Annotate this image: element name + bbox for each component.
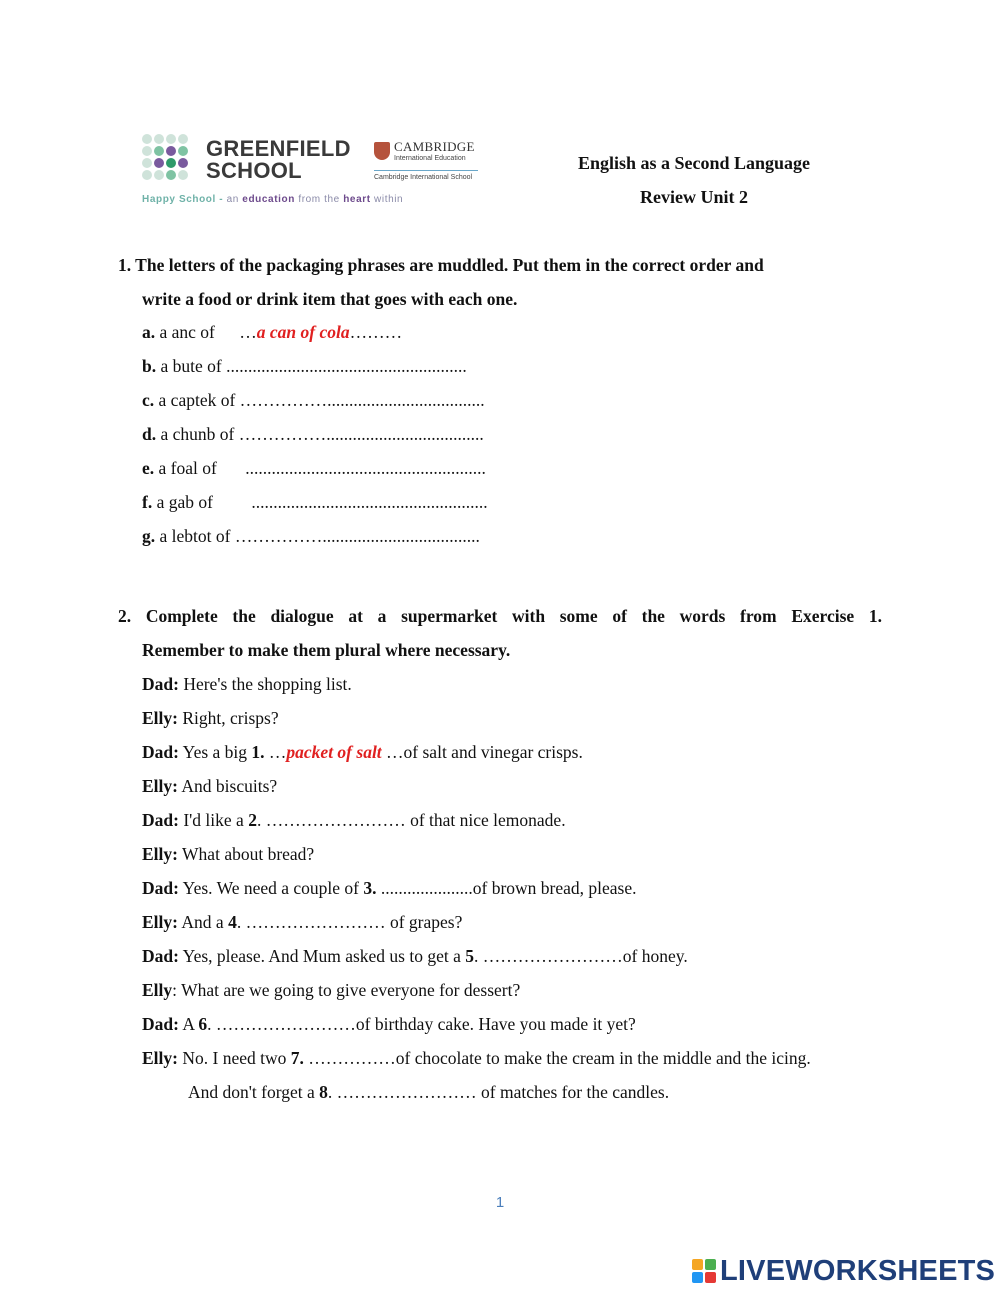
dialogue-gap-6[interactable]: Dad: A 6. ……………………of birthday cake. Have you made it yet? bbox=[142, 1014, 636, 1034]
document-subtitle: Review Unit 2 bbox=[640, 187, 748, 207]
exercise1-item-b[interactable]: b. a bute of ....................................................... bbox=[142, 356, 467, 376]
dialogue-line: Dad: Here's the shopping list. bbox=[142, 674, 352, 694]
cambridge-shield-icon bbox=[374, 142, 390, 160]
answer-text: a can of cola bbox=[256, 322, 350, 342]
exercise1-list bbox=[142, 321, 488, 559]
school-tagline: Happy School - an education from the heart within bbox=[142, 194, 404, 205]
dots-logo-icon bbox=[142, 134, 198, 190]
page-number: 1 bbox=[495, 1194, 505, 1211]
dialogue-line: Elly: And biscuits? bbox=[142, 776, 278, 796]
liveworksheets-icon bbox=[692, 1259, 716, 1283]
dialogue-gap-5[interactable]: Dad: Yes, please. And Mum asked us to get a 5. ……………………of honey. bbox=[142, 946, 688, 966]
exercise1-item-d[interactable]: d. a chunb of …………….................................... bbox=[142, 424, 484, 444]
exercise1-instruction-line2: write a food or drink item that goes with each one. bbox=[142, 289, 518, 309]
answer-text: packet of salt bbox=[286, 742, 382, 762]
dialogue-line: Elly: What are we going to give everyone for dessert? bbox=[142, 980, 521, 1000]
exercise1-item-c[interactable]: c. a captek of …………….................................... bbox=[142, 390, 485, 410]
dialogue-gap-1[interactable]: Dad: Yes a big 1. …packet of salt …of salt and vinegar crisps. bbox=[142, 742, 583, 762]
dialogue bbox=[142, 673, 811, 1115]
exercise1-item-e[interactable]: e. a foal of ....................................................... bbox=[142, 458, 486, 478]
dialogue-line: Elly: Right, crisps? bbox=[142, 708, 279, 728]
exercise2-instruction-line2: Remember to make them plural where necessary. bbox=[142, 640, 511, 660]
document-title: English as a Second Language bbox=[577, 153, 811, 173]
dialogue-gap-3[interactable]: Dad: Yes. We need a couple of 3. .....................of brown bread, please. bbox=[142, 878, 637, 898]
exercise1-instruction-line1: 1. The letters of the packaging phrases are muddled. Put them in the correct order and bbox=[118, 255, 764, 275]
school-logo: GREENFIELD SCHOOL CAMBRIDGE International Education Cambridge International School Happy School - an education from the heart within bbox=[142, 134, 482, 210]
dialogue-gap-7[interactable]: Elly: No. I need two 7. ……………of chocolate to make the cream in the middle and the icing. bbox=[142, 1048, 811, 1068]
exercise1-item-a[interactable]: a. a anc of …a can of cola……… bbox=[142, 322, 403, 342]
school-name: GREENFIELD SCHOOL bbox=[206, 136, 351, 183]
liveworksheets-logo: LIVEWORKSHEETS bbox=[692, 1256, 992, 1286]
dialogue-gap-8[interactable]: And don't forget a 8. …………………… of matches for the candles. bbox=[188, 1082, 670, 1102]
exercise1-item-f[interactable]: f. a gab of ...................................................... bbox=[142, 492, 488, 512]
exercise2-instruction-line1: 2. Complete the dialogue at a supermarket with some of the words from Exercise 1. bbox=[118, 606, 882, 626]
dialogue-line: Elly: What about bread? bbox=[142, 844, 315, 864]
exercise1-item-g[interactable]: g. a lebtot of …………….................................... bbox=[142, 526, 480, 546]
dialogue-gap-2[interactable]: Dad: I'd like a 2. …………………… of that nice lemonade. bbox=[142, 810, 566, 830]
dialogue-gap-4[interactable]: Elly: And a 4. …………………… of grapes? bbox=[142, 912, 463, 932]
